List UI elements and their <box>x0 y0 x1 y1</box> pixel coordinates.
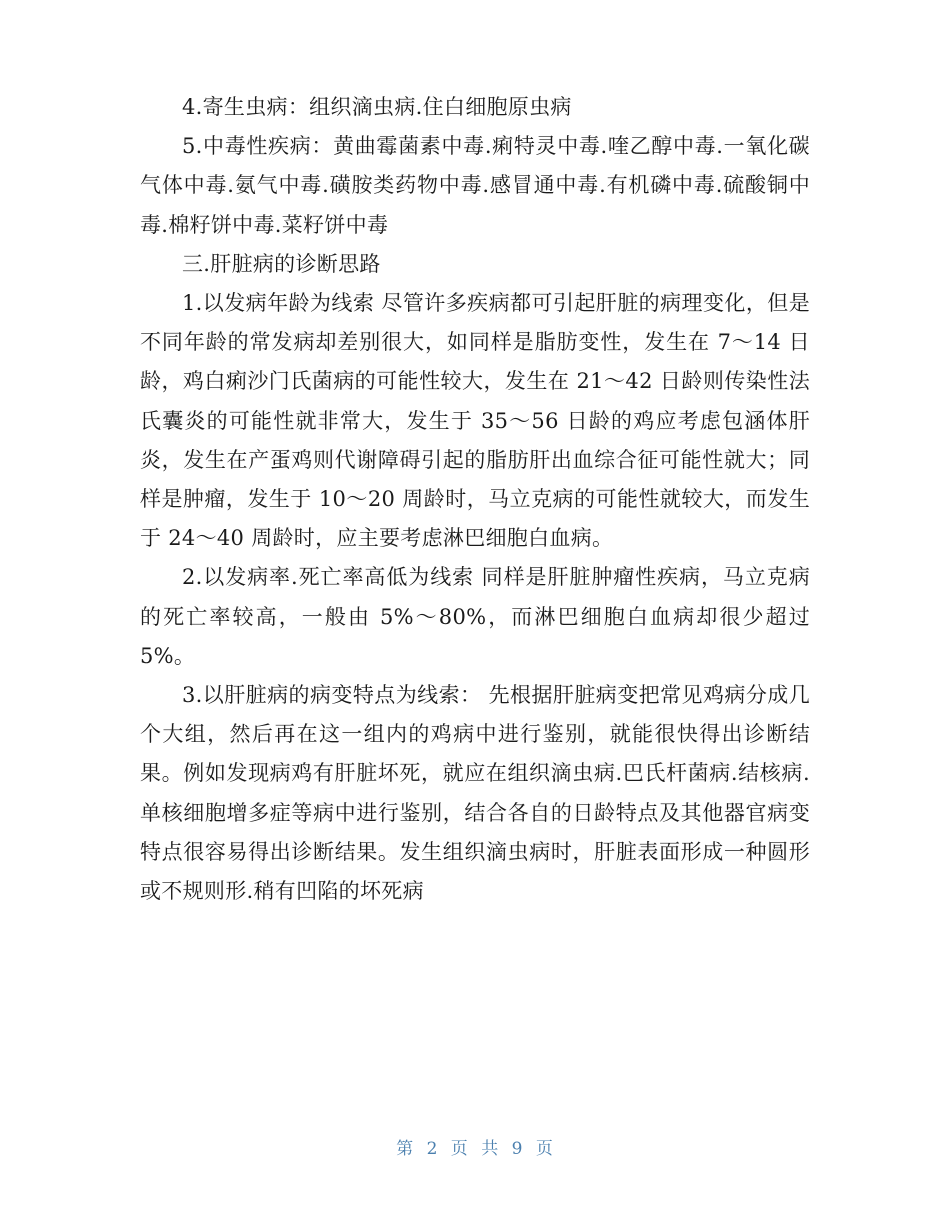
document-body <box>140 88 810 911</box>
paragraph-lesion-clue: 3.以肝脏病的病变特点为线索： 先根据肝脏病变把常见鸡病分成几个大组，然后再在这一组内的鸡病中进行鉴别，就能很快得出诊断结果。例如发现病鸡有肝脏坏死，就应在组织滴虫病.巴氏杆菌病.结核病.单核细胞增多症等病中进行鉴别，结合各自的日龄特点及其他器官病变特点很容易得出诊断结果。发生组织滴虫病时，肝脏表面形成一种圆形或不规则形.稍有凹陷的坏死病 <box>140 683 810 904</box>
paragraph-toxic-diseases: 5.中毒性疾病：黄曲霉菌素中毒.痢特灵中毒.喹乙醇中毒.一氧化碳气体中毒.氨气中毒.磺胺类药物中毒.感冒通中毒.有机磷中毒.硫酸铜中毒.棉籽饼中毒.菜籽饼中毒 <box>140 134 810 237</box>
section-heading-diagnosis: 三.肝脏病的诊断思路 <box>182 251 381 276</box>
page-number-footer: 第 2 页 共 9 页 <box>396 1139 554 1159</box>
paragraph-age-clue: 1.以发病年龄为线索 尽管许多疾病都可引起肝脏的病理变化，但是不同年龄的常发病却差别很大，如同样是脂肪变性，发生在 7～14 日龄，鸡白痢沙门氏菌病的可能性较大，发生在 21～42 日龄则传染性法氏囊炎的可能性就非常大，发生于 35～56 日龄的鸡应考虑包涵体肝炎，发生在产蛋鸡则代谢障碍引起的脂肪肝出血综合征可能性就大；同样是肿瘤，发生于 10～20 周龄时，马立克病的可能性就较大，而发生于 24～40 周龄时，应主要考虑淋巴细胞白血病。 <box>140 291 810 551</box>
paragraph-mortality-clue: 2.以发病率.死亡率高低为线索 同样是肝脏肿瘤性疾病，马立克病的死亡率较高，一般由 5%～80%，而淋巴细胞白血病却很少超过 5%。 <box>140 565 810 668</box>
paragraph-parasitic-diseases: 4.寄生虫病：组织滴虫病.住白细胞原虫病 <box>182 95 572 119</box>
